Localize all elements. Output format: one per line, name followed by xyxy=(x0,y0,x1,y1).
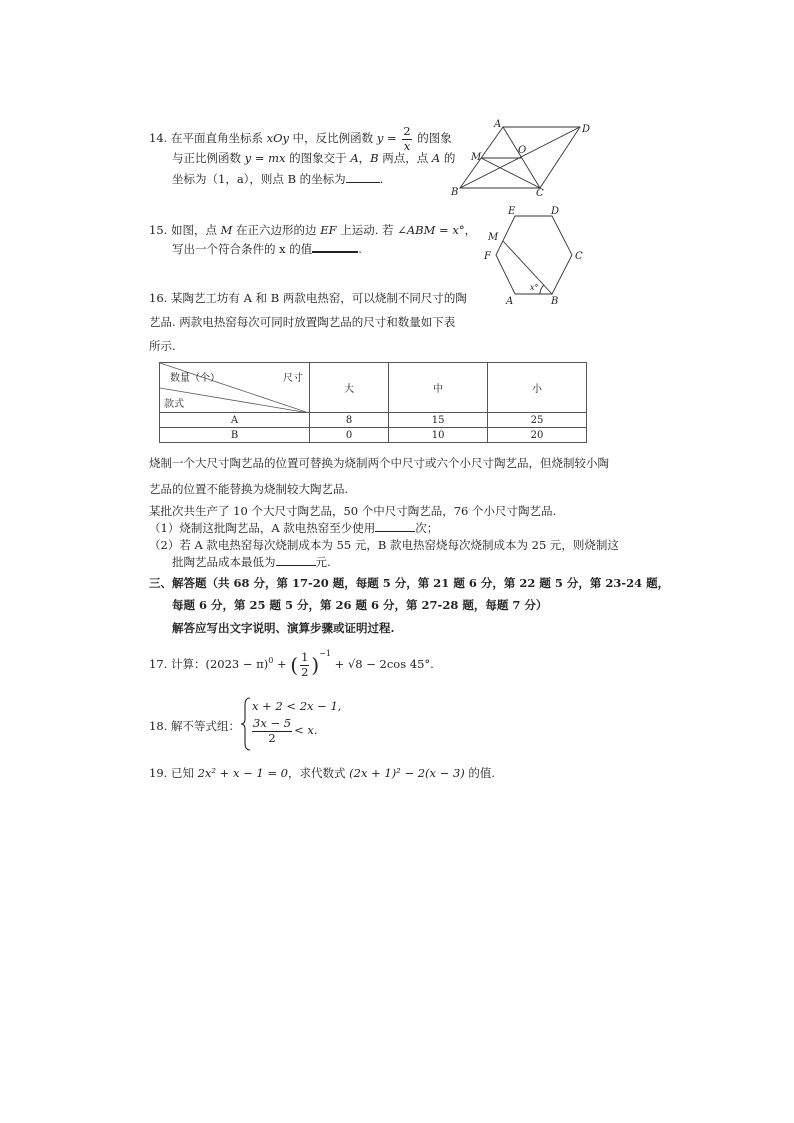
q14-label-a: A xyxy=(494,119,502,130)
q16-line1: 16. 某陶艺工坊有 A 和 B 两款电热窑，可以烧制不同尺寸的陶 xyxy=(149,291,467,305)
q14-label-b: B xyxy=(451,187,459,198)
q15-answer-blank xyxy=(312,241,358,253)
q14-answer-blank xyxy=(346,172,380,183)
q15-hexagon-figure xyxy=(478,204,588,308)
q16-sub2: （2）若 A 款电热窑每次烧制成本为 55 元，B 款电热窑烧每次烧制成本为 25 元，则烧制这 xyxy=(149,538,619,552)
q17: 17. 计算：$(2023 - \pi)^0$ + ( $\frac{1}{2}$ )$^{-1}$ + √8 − 2cos 45°. xyxy=(149,649,434,679)
header-small: 小 xyxy=(488,363,587,413)
q15-label-m: M xyxy=(488,232,499,243)
table-row: B 0 10 20 xyxy=(160,428,587,443)
q18-label: 18. 解不等式组： xyxy=(149,719,240,733)
q14-label-m: M xyxy=(471,152,482,163)
section3-note: 解答应写出文字说明、演算步骤或证明过程. xyxy=(172,621,395,635)
q15-label-angle: x° xyxy=(530,283,539,292)
q15-line2: 写出一个符合条件的 x 的值 . xyxy=(172,242,362,256)
table-row: A 8 15 25 xyxy=(160,413,587,428)
q14-label-c: C xyxy=(536,188,544,198)
q16-sub2b: 批陶艺品成本最低为 元. xyxy=(172,555,331,569)
q14-label-o: O xyxy=(518,145,527,156)
q15-label-b: B xyxy=(551,296,559,307)
q16-after2: 艺品的位置不能替换为烧制较大陶艺品. xyxy=(149,482,349,496)
section3-title2: 每题 6 分，第 25 题 5 分，第 26 题 6 分，第 27-28 题，每题 7 分） xyxy=(172,598,548,612)
q14-label-d: D xyxy=(582,124,591,135)
section3-title: 三、解答题（共 68 分，第 17-20 题，每题 5 分，第 21 题 6 分，第 22 题 5 分，第 23-24 题， xyxy=(149,576,670,590)
q14-line3: 坐标为（1，a），则点 B 的坐标为 . xyxy=(172,172,384,186)
q18-inequality2: $\frac{3x - 5}{2}$ < x. xyxy=(253,716,318,745)
q16-line3: 所示. xyxy=(149,339,176,353)
corner-size-label: 尺寸 xyxy=(283,373,303,384)
corner-model-label: 款式 xyxy=(164,399,184,410)
corner-quantity-label: 数量（个） xyxy=(170,373,220,384)
q15-line1: 15. 如图，点 M 在正六边形的边 EF 上运动. 若 ∠ABM = x°， xyxy=(149,223,477,237)
q15-label-e: E xyxy=(508,206,516,217)
q14-line2: 与正比例函数 y = mx 的图象交于 A，B 两点，点 A 的 xyxy=(172,151,456,165)
q16-line2: 艺品. 两款电热窑每次可同时放置陶艺品的尺寸和数量如下表 xyxy=(149,315,456,329)
q16-sub1-blank xyxy=(375,521,415,532)
q15-label-d: D xyxy=(551,206,560,217)
q19: 19. 已知 2x² + x − 1 = 0，求代数式 (2x + 1)² − 2(x − 3) 的值. xyxy=(149,766,496,780)
q14-line1: 14. 在平面直角坐标系 xOy 中，反比例函数 y = $\frac{2}{x}$ 的图象 xyxy=(149,124,452,153)
q16-sub1: （1）烧制这批陶艺品，A 款电热窑至少使用 次； xyxy=(149,521,439,535)
table-corner-cell xyxy=(160,363,310,413)
kiln-capacity-table xyxy=(159,362,587,443)
q16-sub2-blank xyxy=(276,555,316,566)
q14-parallelogram-figure xyxy=(448,118,598,198)
header-medium: 中 xyxy=(389,363,488,413)
q15-label-c: C xyxy=(575,251,583,262)
q14-fraction: $\frac{2}{x}$ xyxy=(403,124,411,153)
q16-after3: 某批次共生产了 10 个大尺寸陶艺品，50 个中尺寸陶艺品，76 个小尺寸陶艺品. xyxy=(149,504,557,518)
q16-after1: 烧制一个大尺寸陶艺品的位置可替换为烧制两个中尺寸或六个小尺寸陶艺品，但烧制较小陶 xyxy=(149,456,609,470)
q17-fraction: $\frac{1}{2}$ xyxy=(301,650,309,679)
q15-label-f: F xyxy=(484,251,491,262)
q15-label-a: A xyxy=(506,296,514,307)
header-large: 大 xyxy=(310,363,389,413)
q18-inequality1: x + 2 < 2x − 1, xyxy=(252,699,342,713)
